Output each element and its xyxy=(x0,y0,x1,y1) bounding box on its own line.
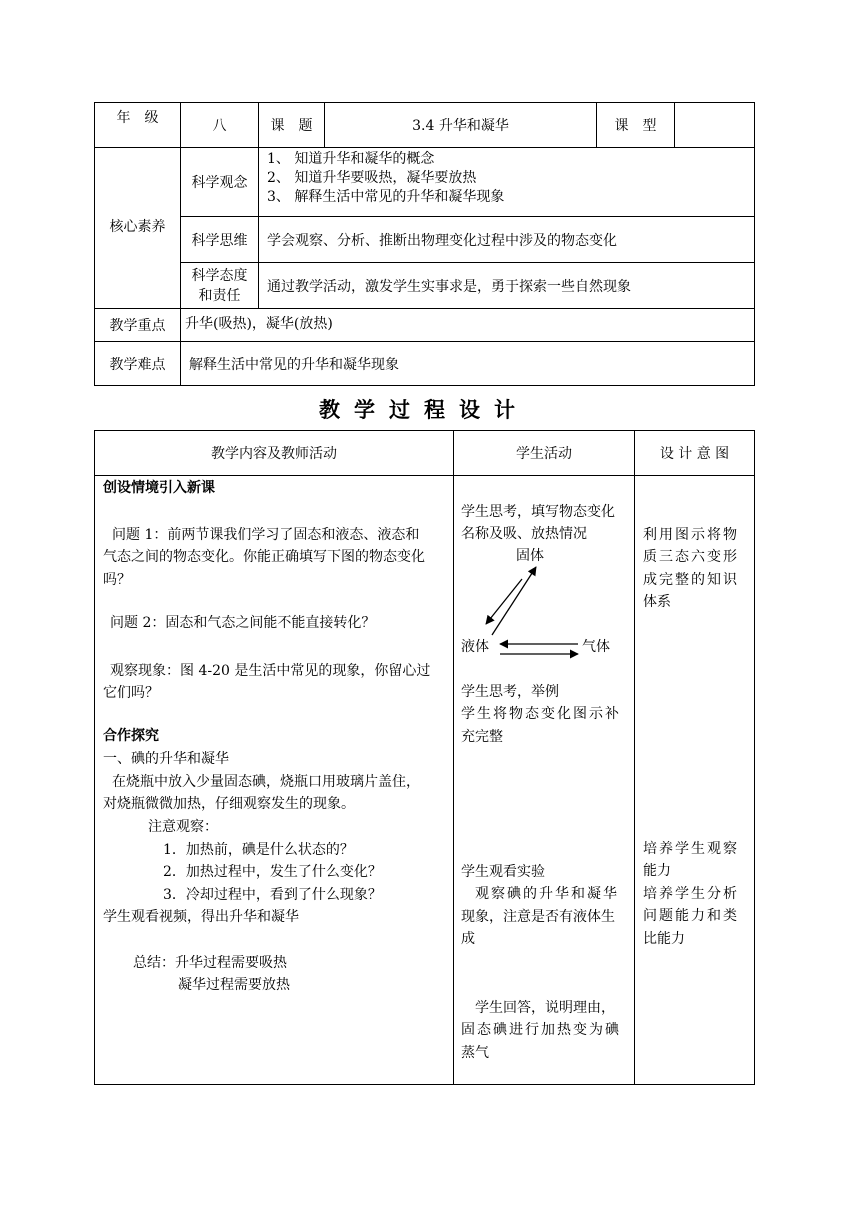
teacher-line-15: 3．冷却过程中，看到了什么现象？ xyxy=(163,887,382,903)
student-line-1: 学生思考，填写物态变化 xyxy=(461,504,615,520)
col-design-header: 设 计 意 图 xyxy=(635,431,755,476)
teacher-line-3: 气态之间的物态变化。你能正确填写下图的物态变化 xyxy=(103,549,425,565)
student-line-2: 名称及吸、放热情况 xyxy=(461,526,587,542)
difficulty-text: 解释生活中常见的升华和凝华现象 xyxy=(181,342,755,386)
design-line-1: 利用图示将物 xyxy=(643,527,739,543)
student-line-7: 观察碘的升华和凝华 xyxy=(475,886,619,902)
type-label: 课 型 xyxy=(597,103,675,148)
sci-thinking-label: 科学思维 xyxy=(181,217,259,263)
design-line-8: 问题能力和类 xyxy=(643,908,739,924)
diagram-solid-label: 固体 xyxy=(516,548,544,564)
sci-attitude-label xyxy=(181,263,259,309)
sci-attitude-text: 通过教学活动，激发学生实事求是，勇于探索一些自然现象 xyxy=(259,263,755,309)
key-point-label: 教学重点 xyxy=(95,309,181,342)
teacher-line-14: 2．加热过程中，发生了什么变化？ xyxy=(163,864,382,880)
diagram-liquid-label: 液体 xyxy=(461,639,489,655)
lesson-info-table xyxy=(94,102,755,386)
sci-concept-line-2: 2、 知道升华要吸热，凝华要放热 xyxy=(267,170,477,186)
sci-concept-content xyxy=(259,148,755,217)
col-student-header: 学生活动 xyxy=(454,431,635,476)
design-line-6: 能力 xyxy=(643,863,671,879)
teacher-line-17: 总结：升华过程需要吸热 xyxy=(133,955,287,971)
teacher-line-1: 创设情境引入新课 xyxy=(103,480,215,496)
student-line-10: 学生回答，说明理由， xyxy=(475,1000,615,1016)
design-line-4: 体系 xyxy=(643,594,671,610)
sci-concept-label: 科学观念 xyxy=(181,148,259,217)
design-line-7: 培养学生分析 xyxy=(643,886,739,902)
student-line-12: 蒸气 xyxy=(461,1045,489,1061)
teacher-line-5: 问题 2：固态和气态之间能不能直接转化？ xyxy=(110,615,376,631)
topic-value: 3.4 升华和凝华 xyxy=(325,103,597,148)
state-change-diagram xyxy=(470,555,600,665)
design-line-3: 成完整的知识 xyxy=(643,572,739,588)
teacher-line-7: 它们吗？ xyxy=(103,685,159,701)
sci-thinking-text: 学会观察、分析、推断出物理变化过程中涉及的物态变化 xyxy=(259,217,755,263)
col-teacher-header: 教学内容及教师活动 xyxy=(95,431,454,476)
key-point-text: 升华(吸热)，凝华(放热) xyxy=(181,309,755,342)
student-line-8: 现象，注意是否有液体生 xyxy=(461,909,615,925)
teacher-line-16: 学生观看视频，得出升华和凝华 xyxy=(103,909,299,925)
student-line-4: 学生将物态变化图示补 xyxy=(461,706,621,722)
student-line-9: 成 xyxy=(461,931,475,947)
sci-attitude-label-line-1: 科学态度 xyxy=(191,267,248,284)
teacher-line-8: 合作探究 xyxy=(103,728,159,744)
teacher-line-6: 观察现象：图 4-20 是生活中常见的现象，你留心过 xyxy=(110,663,431,679)
grade-value: 八 xyxy=(181,103,259,148)
process-heading: 教学过程设计 xyxy=(319,398,529,422)
grade-label: 年 级 xyxy=(95,103,181,148)
diagram-gas-label: 气体 xyxy=(582,639,610,655)
arrow-liquid-to-solid xyxy=(492,567,536,635)
type-value xyxy=(675,103,755,148)
teacher-line-18: 凝华过程需要放热 xyxy=(178,977,290,993)
teacher-line-10: 在烧瓶中放入少量固态碘，烧瓶口用玻璃片盖住， xyxy=(112,774,420,790)
sci-attitude-label-line-2: 和责任 xyxy=(198,287,241,304)
teacher-line-12: 注意观察： xyxy=(148,819,218,835)
teacher-line-4: 吗？ xyxy=(103,572,131,588)
teacher-line-2: 问题 1：前两节课我们学习了固态和液态、液态和 xyxy=(112,527,420,543)
teacher-line-9: 一、碘的升华和凝华 xyxy=(103,751,229,767)
topic-label: 课 题 xyxy=(259,103,325,148)
sci-concept-line-1: 1、 知道升华和凝华的概念 xyxy=(267,151,435,167)
difficulty-label: 教学难点 xyxy=(95,342,181,386)
student-line-11: 固态碘进行加热变为碘 xyxy=(461,1022,621,1038)
design-line-5: 培养学生观察 xyxy=(643,841,739,857)
sci-concept-line-3: 3、 解释生活中常见的升华和凝华现象 xyxy=(267,189,505,205)
teacher-line-13: 1．加热前，碘是什么状态的？ xyxy=(163,842,354,858)
student-line-6: 学生观看实验 xyxy=(461,864,545,880)
core-literacy-label: 核心素养 xyxy=(95,148,181,309)
student-line-3: 学生思考，举例 xyxy=(461,684,559,700)
teacher-line-11: 对烧瓶微微加热，仔细观察发生的现象。 xyxy=(103,796,355,812)
student-line-5: 充完整 xyxy=(461,729,503,745)
design-line-9: 比能力 xyxy=(643,931,685,947)
design-line-2: 质三态六变形 xyxy=(643,549,739,565)
